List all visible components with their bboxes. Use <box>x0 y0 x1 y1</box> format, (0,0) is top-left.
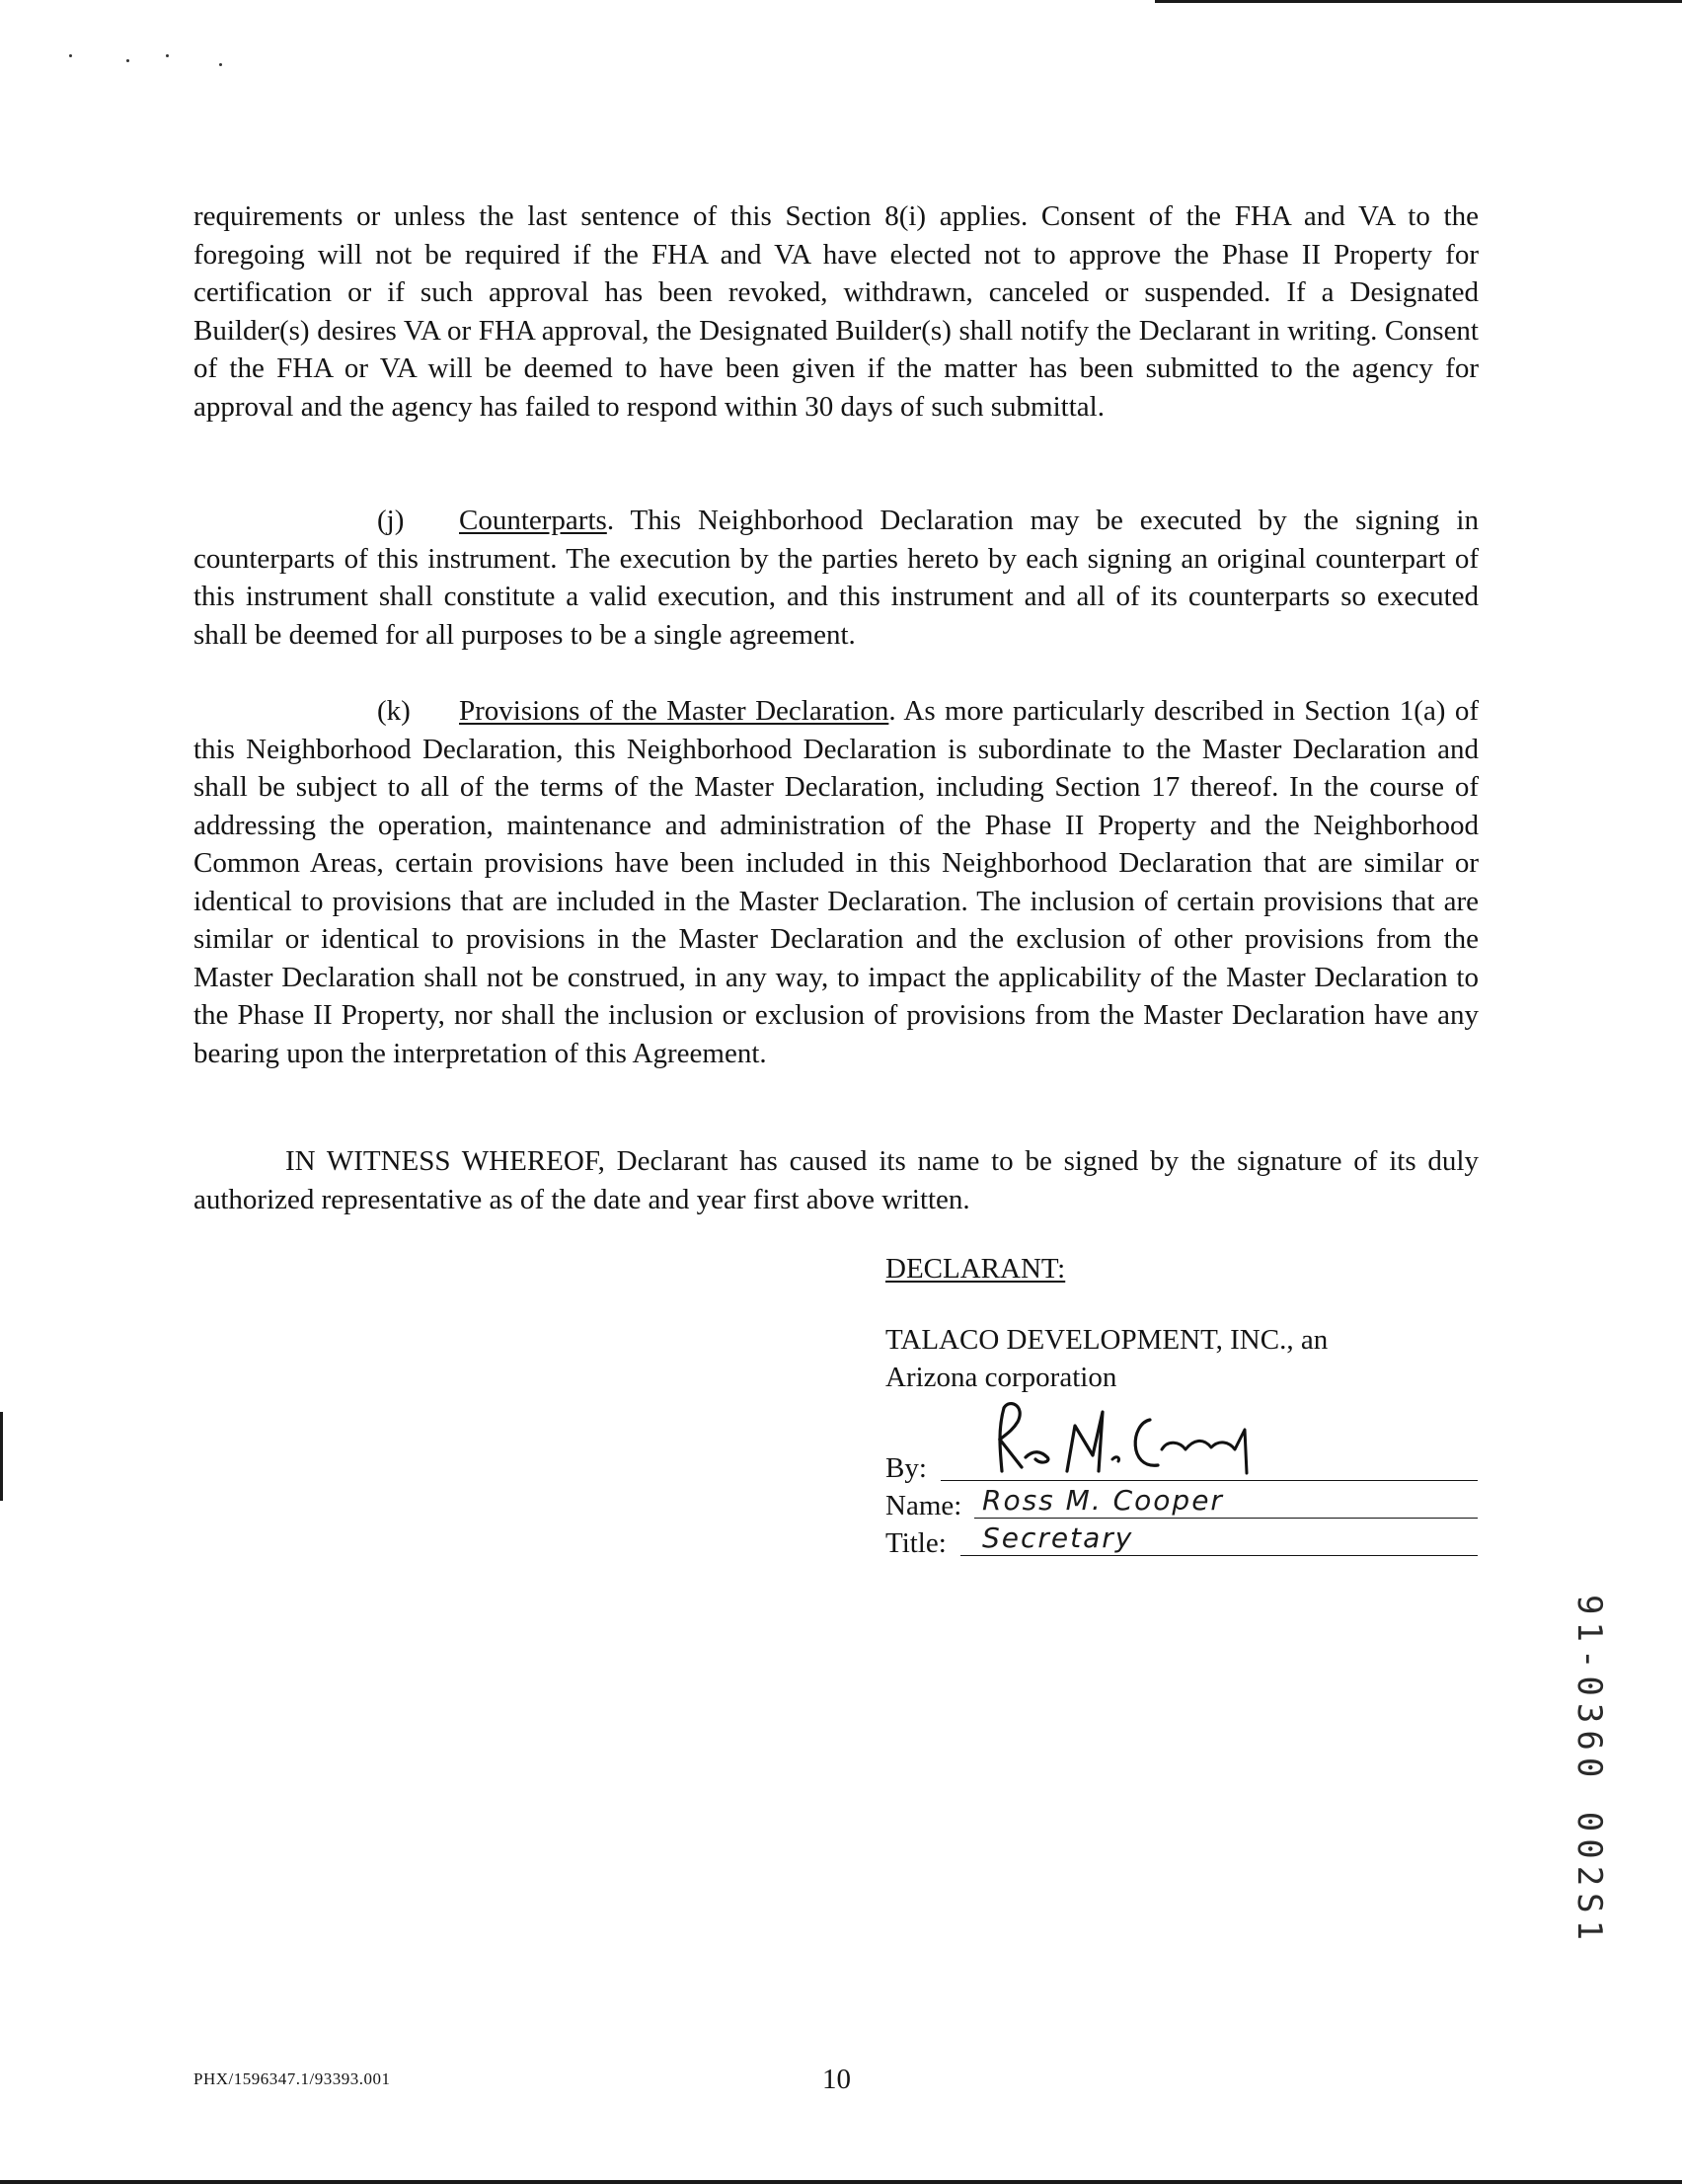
scan-edge-bottom <box>0 2180 1682 2184</box>
by-row <box>885 1449 1478 1487</box>
scan-speck <box>166 54 169 57</box>
scan-speck <box>69 54 72 57</box>
declarant-entity <box>885 1321 1478 1396</box>
title-label: Title: <box>885 1527 947 1559</box>
entity-line-2: Arizona corporation <box>885 1362 1117 1393</box>
continuation-paragraph: requirements or unless the last sentence of this Section 8(i) applies. Consent of the FHA and VA to the foregoing will not be required if the FHA and VA have elected not to approve the Phase II Property for certification or if such approval has been revoked, withdrawn, canceled or suspended. If a Designated Builder(s) desires VA or FHA approval, the Designated Builder(s) shall notify the Declarant in writing. Consent of the FHA or VA will be deemed to have been given if the matter has been submitted to the agency for approval and the agency has failed to respond within 30 days of such submittal. <box>193 200 1479 423</box>
scan-speck <box>219 63 222 66</box>
recording-number-stamp: 91-0360 002S1 <box>1569 1595 1609 1948</box>
name-label: Name: <box>885 1490 962 1521</box>
by-label: By: <box>885 1452 927 1484</box>
section-k-text: . As more particularly described in Section 1(a) of this Neighborhood Declaration, this Neighborhood Declaration is subordinate to the Master Declaration and shall be subject to all of the terms of the Master Declaration, including Section 17 thereof. In the course of addressing the operation, maintenance and administration of the Phase II Property and the Neighborhood Common Areas, certain provisions have been included in this Neighborhood Declaration that are similar or identical to provisions that are included in the Master Declaration. The inclusion of certain provisions that are similar or identical to provisions in the Master Declaration and the exclusion of other provisions from the Master Declaration shall not be construed, in any way, to impact the applicability of the Master Declaration to the Phase II Property, nor shall the inclusion or exclusion of provisions from the Master Declaration have any bearing upon the interpretation of this Agreement. <box>193 695 1480 1069</box>
scan-speck <box>126 59 129 62</box>
section-k-number: (k) <box>377 695 411 727</box>
section-j-number: (j) <box>377 505 405 536</box>
section-k-heading: Provisions of the Master Declaration <box>459 695 889 727</box>
name-handwritten: Ross M. Cooper <box>982 1484 1224 1517</box>
scan-edge-left <box>0 1412 3 1501</box>
section-j-paragraph <box>193 502 1479 654</box>
declarant-heading: DECLARANT: <box>885 1253 1066 1285</box>
title-handwritten: Secretary <box>982 1521 1134 1554</box>
page-number: 10 <box>822 2064 851 2095</box>
title-line <box>960 1555 1478 1557</box>
by-signature-line <box>941 1480 1478 1482</box>
section-k-paragraph <box>193 692 1479 1072</box>
scan-edge-top <box>1155 0 1682 3</box>
section-j-text: . This Neighborhood Declaration may be executed by the signing in counterparts of this instrument. The execution by the parties hereto by each signing an original counterpart of this instrument shall constitute a valid execution, and this instrument and all of its counterparts so executed shall be deemed for all purposes to be a single agreement. <box>193 505 1479 651</box>
document-code: PHX/1596347.1/93393.001 <box>193 2069 391 2088</box>
name-line <box>974 1518 1478 1520</box>
entity-line-1: TALACO DEVELOPMENT, INC., an <box>885 1324 1329 1356</box>
title-row <box>885 1524 1478 1562</box>
witness-paragraph: IN WITNESS WHEREOF, Declarant has caused its name to be signed by the signature of its duly authorized representative as of the date and year first above written. <box>193 1145 1479 1215</box>
section-j-heading: Counterparts <box>459 505 607 536</box>
